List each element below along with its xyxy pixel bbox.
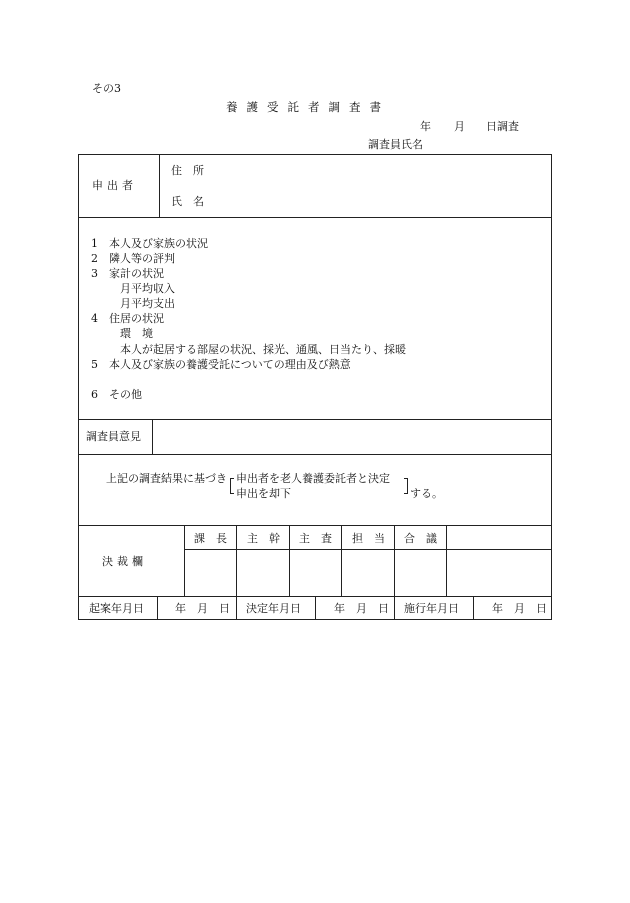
enforced-date-label: 施行年月日 — [404, 602, 459, 615]
survey-subitem-environment: 環 境 — [120, 327, 153, 340]
date-col-5 — [473, 596, 474, 620]
document-title: 養護受託者調査書 — [226, 100, 390, 114]
approval-role-consultation: 合 議 — [404, 532, 437, 545]
survey-subitem-monthly-expense: 月平均支出 — [120, 297, 175, 310]
survey-date-day: 日調査 — [486, 120, 519, 133]
survey-subitem-room-condition: 本人が起居する部屋の状況、採光、通風、日当たり、採暖 — [120, 343, 406, 356]
name-label: 氏 名 — [171, 195, 204, 208]
survey-date-month: 月 — [454, 120, 465, 133]
approval-label-divider — [184, 525, 185, 596]
survey-item-other: 6 その他 — [91, 388, 142, 401]
approval-role-staff: 担 当 — [352, 532, 385, 545]
approval-col-3 — [341, 525, 342, 596]
divider-opinion — [78, 454, 552, 455]
decision-prefix: 上記の調査結果に基づき — [106, 472, 227, 485]
draft-date-label: 起案年月日 — [89, 602, 144, 615]
survey-item-neighbor-reputation: 2 隣人等の評判 — [91, 252, 175, 265]
investigator-name-label: 調査員氏名 — [368, 138, 423, 151]
decided-date-label: 決定年月日 — [246, 602, 301, 615]
applicant-label-divider — [159, 154, 160, 217]
divider-items — [78, 419, 552, 420]
date-col-4 — [394, 596, 395, 620]
survey-subitem-monthly-income: 月平均収入 — [120, 282, 175, 295]
enforced-date-value: 年 月 日 — [492, 602, 547, 615]
form-number: その3 — [92, 82, 121, 95]
approval-role-supervisor: 主 査 — [299, 532, 332, 545]
right-bracket — [404, 478, 408, 494]
decision-option-reject: 申出を却下 — [236, 487, 291, 500]
survey-item-household-finance: 3 家計の状況 — [91, 267, 164, 280]
address-label: 住 所 — [171, 164, 204, 177]
date-col-2 — [236, 596, 237, 620]
survey-item-reason-enthusiasm: 5 本人及び家族の養護受託についての理由及び熱意 — [91, 358, 351, 371]
divider-decision — [78, 525, 552, 526]
investigator-opinion-label: 調査員意見 — [86, 430, 141, 443]
date-col-1 — [157, 596, 158, 620]
approval-col-5 — [446, 525, 447, 596]
decided-date-value: 年 月 日 — [334, 602, 389, 615]
date-col-3 — [315, 596, 316, 620]
approval-col-4 — [394, 525, 395, 596]
survey-item-family-status: 1 本人及び家族の状況 — [91, 237, 208, 250]
draft-date-value: 年 月 日 — [175, 602, 230, 615]
approval-col-2 — [289, 525, 290, 596]
approval-role-section-chief: 課 長 — [194, 532, 227, 545]
opinion-label-divider — [152, 419, 153, 454]
approval-label: 決裁欄 — [102, 555, 147, 568]
approval-role-director: 主 幹 — [247, 532, 280, 545]
applicant-label: 申出者 — [92, 179, 137, 192]
approval-col-1 — [236, 525, 237, 596]
survey-date-year: 年 — [420, 120, 431, 133]
survey-item-housing: 4 住居の状況 — [91, 312, 164, 325]
divider-applicant — [78, 217, 552, 218]
decision-suffix: する。 — [410, 487, 443, 500]
divider-approval-header — [184, 549, 552, 550]
left-bracket — [230, 478, 234, 494]
decision-option-approve: 申出者を老人養護委託者と決定 — [236, 472, 390, 485]
survey-form-table — [78, 154, 552, 620]
